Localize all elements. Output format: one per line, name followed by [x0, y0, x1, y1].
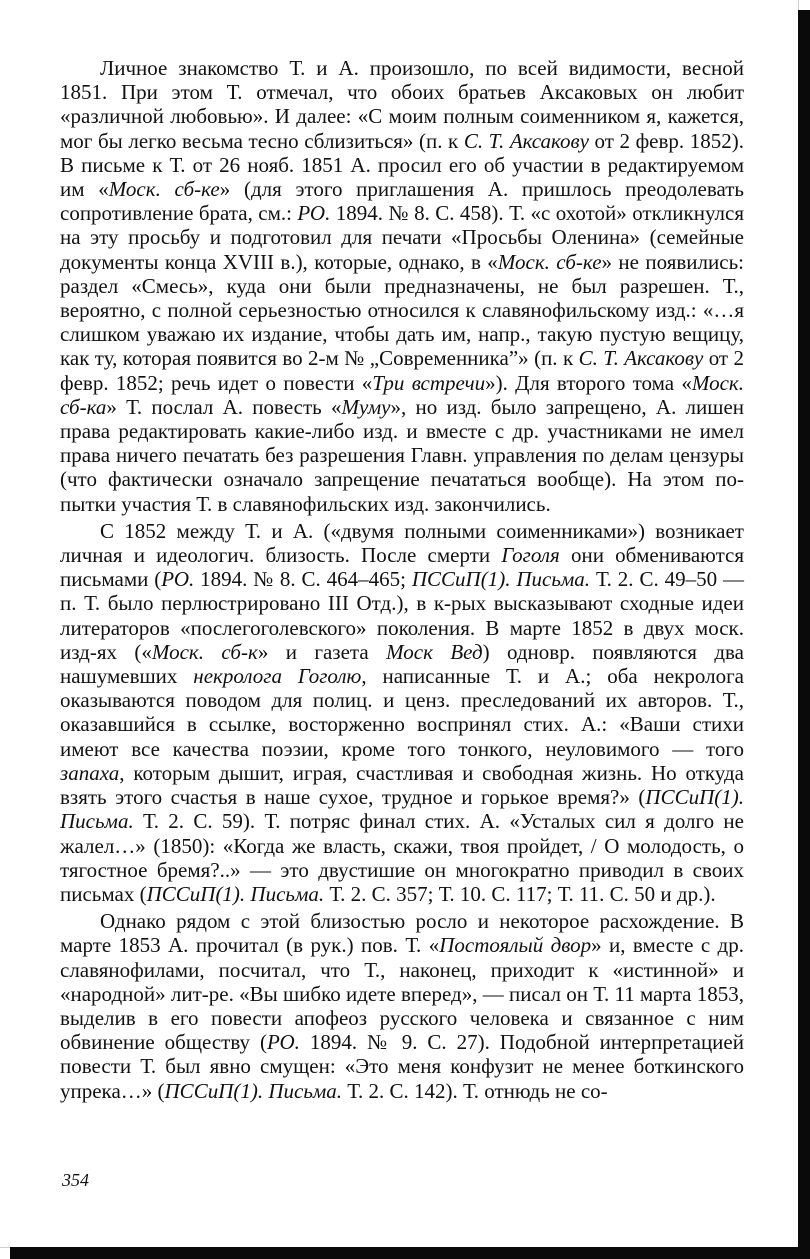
italic-reference: Муму [341, 394, 391, 419]
text-run: ) одновр. появляются два нашумевших [60, 639, 745, 689]
text-run: Т. 2. С. 142). Т. отнюдь не со- [342, 1078, 608, 1103]
italic-reference: Три встречи [372, 370, 486, 395]
text-run: Т. 2. С. 49–50 — п. Т. было перлюстрировано III Отд.), в к-рых высказывают сходные идеи литераторов «послегоголевского» поколения. В марте 1852 в двух моск. изд-ях (« [60, 567, 744, 664]
text-run: Личное знакомство Т. и А. произошло, по всей видимости, весной 1851. При этом Т. отмечал, что обоих братьев Аксаковых он любит «различной любовью». И далее: «С моим полным соименником я, кажется, мог бы легко весьма тесно сблизиться» (п. к [60, 56, 744, 153]
italic-reference: РО. [161, 567, 195, 592]
italic-reference: Моск. сб-ке [497, 249, 602, 274]
italic-reference: Моск Вед [386, 639, 483, 664]
italic-reference: ПССиП(1). Письма. [146, 881, 325, 906]
text-run: С 1852 между Т. и А. («двумя полными соименниками») возникает личная и идеологич. близость. После смерти [60, 518, 744, 568]
italic-reference: Моск. сб-к [151, 639, 258, 664]
body-text [60, 56, 744, 1103]
italic-reference: некролога Гоголю [193, 664, 362, 689]
text-run: 1894. № 9. С. 27). Подобной интерпретацией повести Т. был явно смущен: «Это меня конфузит не менее боткинского упрека…» ( [60, 1030, 744, 1103]
italic-reference: С. Т. Аксакову [463, 128, 589, 153]
paragraph [60, 519, 744, 906]
text-run: , написанные Т. и А.; оба некролога оказываются поводом для полиц. и ценз. преследований их авторов. Т., оказавшийся в ссылке, восторженно воспринял стих. А.: «Ваши стихи имеют все качества поэзии, кроме того тонкого, неуловимого — того [60, 664, 745, 761]
italic-reference: Постоялый двор [439, 933, 592, 958]
page-number: 354 [62, 1170, 89, 1190]
italic-reference: ПССиП(1). Письма. [411, 567, 591, 592]
paragraph [60, 56, 744, 516]
text-run: » и газета [257, 639, 387, 664]
italic-reference: РО. [297, 201, 331, 226]
page-shadow-right [798, 10, 810, 1259]
italic-reference: ПССиП(1). Письма. [164, 1078, 343, 1103]
italic-reference: ПССиП(1). Письма. [60, 785, 744, 834]
italic-reference: С. Т. Аксакову [578, 346, 704, 371]
italic-reference: Моск. сб-ке [108, 177, 220, 202]
text-run: 1894. № 8. С. 464–465; [194, 567, 412, 592]
page-shadow-bottom [10, 1247, 810, 1259]
text-run: »). Для второго тома « [485, 370, 692, 395]
text-run: они обмениваются письмами ( [60, 543, 745, 592]
paragraph [60, 909, 744, 1103]
text-run: », но изд. было запрещено, А. лишен права редактировать какие-либо изд. и вместе с др. участниками не имел права ничего печатать без разрешения Главн. управления по делам цензуры (что фактически означало запрещение печататься вообще). На этом попытки участия Т. в славянофильских изд. закончились. [60, 394, 745, 516]
text-run: от 2 февр. 1852; речь идет о повести « [60, 346, 745, 395]
text-run: от 2 февр. 1852). В письме к Т. от 26 нояб. 1851 А. просил его об участии в редактируемом им « [60, 128, 744, 202]
text-run: » Т. послал А. повесть « [106, 394, 342, 419]
text-run: » и, вместе с др. славянофилами, посчитал, что Т., наконец, приходит к «истинной» и «народной» лит-ре. «Вы шибко идете вперед», — писал он Т. 11 марта 1853, выделив в его повести апофеоз русского человека и связанное с ним обвинение обществу ( [60, 933, 744, 1055]
text-run: » (для этого приглашения А. пришлось преодолевать сопротивление брата, см.: [60, 177, 744, 226]
text-run: » не появились: раздел «Смесь», куда они были предназначены, не был разрешен. Т., вероятно, с полной серьезностью относился к славянофильскому изд.: «…я слишком уважаю их издание, чтобы дать им, напр., такую пустую вещицу, как ту, которая появится во 2-м № „Современника”» (п. к [60, 249, 744, 371]
text-run: , которым дышит, играя, счастливая и свободная жизнь. Но откуда взять этого счастья в наше сухое, трудное и горькое время?» ( [60, 760, 744, 810]
italic-reference: Гоголя [501, 543, 560, 568]
italic-reference: запаха [60, 760, 120, 785]
italic-reference: Моск. сб-ка [60, 370, 744, 419]
text-run: 1894. № 8. С. 458). Т. «с охотой» откликнулся на эту просьбу и подготовил для печати «Просьбы Оленина» (семейные документы конца XVIII в.), которые, однако, в « [60, 201, 744, 274]
italic-reference: РО. [266, 1030, 300, 1055]
text-run: Т. 2. С. 357; Т. 10. С. 117; Т. 11. С. 50 и др.). [324, 881, 716, 906]
text-run: Однако рядом с этой близостью росло и некоторое расхождение. В марте 1853 А. прочитал (в рук.) пов. Т. « [60, 909, 744, 958]
text-run: Т. 2. С. 59). Т. потряс финал стих. А. «Усталых сил я долго не жалел…» (1850): «Когда же власть, скажи, твоя пройдет, / О молодость, о тягостное бремя?..» — это двустишие он многократно приводил в своих письмах ( [60, 809, 744, 906]
